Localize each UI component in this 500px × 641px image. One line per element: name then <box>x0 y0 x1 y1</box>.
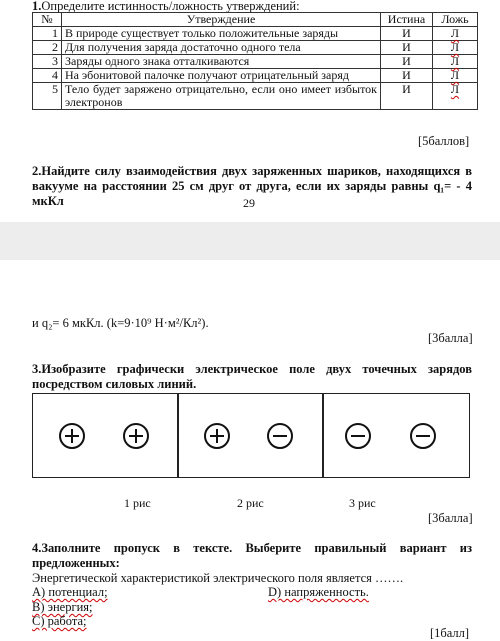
positive-charge-icon <box>204 423 230 449</box>
row-true-option[interactable]: И <box>381 83 433 110</box>
figure-2-box[interactable] <box>178 393 323 478</box>
false-label: Л <box>450 54 460 68</box>
table-row <box>33 41 478 55</box>
figure-3-box[interactable] <box>323 393 470 478</box>
row-true-option[interactable]: И <box>381 69 433 83</box>
option-a[interactable] <box>32 585 108 600</box>
row-statement: Для получения заряда достаточно одного тела <box>62 41 381 55</box>
figure-3-label: 3 рис <box>349 496 376 510</box>
page-gap <box>0 222 500 260</box>
question-2-score: [3балла] <box>428 331 473 345</box>
row-number: 4 <box>33 69 62 83</box>
row-number: 3 <box>33 55 62 69</box>
positive-charge-icon <box>123 423 149 449</box>
false-label: Л <box>450 82 460 96</box>
row-true-option[interactable]: И <box>381 41 433 55</box>
row-false-option[interactable] <box>433 41 478 55</box>
question-2-number: 2. <box>32 164 42 178</box>
option-d[interactable] <box>268 585 369 600</box>
question-4-score: [1балл] <box>430 626 470 640</box>
figure-1-label: 1 рис <box>124 496 151 510</box>
question-1-number: 1. <box>32 0 42 13</box>
page-bottom <box>0 260 500 640</box>
row-statement: В природе существует только положительные заряды <box>62 27 381 41</box>
row-false-option[interactable] <box>433 83 478 110</box>
field-figures <box>32 393 470 478</box>
row-false-option[interactable] <box>433 55 478 69</box>
row-false-option[interactable] <box>433 69 478 83</box>
question-3-prompt: Изобразите графически электрическое поле двух точечных зарядов посредством силовых линий. <box>32 362 472 391</box>
question-1-score: [5баллов] <box>418 134 470 148</box>
question-3-text <box>32 362 472 392</box>
negative-charge-icon <box>410 423 436 449</box>
page-number: 29 <box>243 196 255 210</box>
row-statement: На эбонитовой палочке получают отрицательный заряд <box>62 69 381 83</box>
row-statement: Заряды одного знака отталкиваются <box>62 55 381 69</box>
row-number: 1 <box>33 27 62 41</box>
false-label: Л <box>450 26 460 40</box>
option-b[interactable] <box>32 600 93 615</box>
question-3-score: [3балла] <box>428 511 473 525</box>
option-a-label: А) потенциал; <box>32 585 108 599</box>
row-false-option[interactable] <box>433 27 478 41</box>
figure-1-box[interactable] <box>32 393 178 478</box>
row-true-option[interactable]: И <box>381 27 433 41</box>
question-3-number: 3. <box>32 362 42 376</box>
option-c[interactable] <box>32 614 87 629</box>
row-statement: Тело будет заряжено отрицательно, если оно имеет избыток электронов <box>62 83 381 110</box>
false-label: Л <box>450 68 460 82</box>
table-row <box>33 55 478 69</box>
question-4-number: 4. <box>32 541 42 555</box>
question-2-prompt: Найдите силу взаимодействия двух заряженных шариков, находящихся в вакууме на расстоянии 25 см друг от друга, если их заряды равны q₁= - 4 мкКл <box>32 164 472 208</box>
header-false: Ложь <box>433 13 478 27</box>
option-b-label: В) энергия; <box>32 600 93 614</box>
table-header-row <box>33 13 478 27</box>
row-number: 5 <box>33 83 62 110</box>
page-top <box>0 0 500 222</box>
question-1-prompt: Определите истинность/ложность утверждений: <box>41 0 300 13</box>
header-statement: Утверждение <box>62 13 381 27</box>
row-number: 2 <box>33 41 62 55</box>
table-row <box>33 83 478 110</box>
header-true: Истина <box>381 13 433 27</box>
positive-charge-icon <box>59 423 85 449</box>
question-4-prompt: Заполните пропуск в тексте. Выберите правильный вариант из предложенных: <box>32 541 472 570</box>
question-2-continuation: и q₂= 6 мкКл. (k=9·10⁹ Н·м²/Кл²). <box>32 316 209 330</box>
table-row <box>33 69 478 83</box>
table-row <box>33 27 478 41</box>
question-4-sentence: Энергетической характеристикой электрического поля является ……. <box>32 571 404 585</box>
question-4-text <box>32 541 472 571</box>
row-true-option[interactable]: И <box>381 55 433 69</box>
header-number: № <box>33 13 62 27</box>
false-label: Л <box>450 40 460 54</box>
negative-charge-icon <box>267 423 293 449</box>
option-c-label: С) работа; <box>32 614 87 628</box>
statements-table <box>32 12 478 110</box>
figure-2-label: 2 рис <box>237 496 264 510</box>
negative-charge-icon <box>345 423 371 449</box>
option-d-label: D) напряженность. <box>268 585 369 599</box>
